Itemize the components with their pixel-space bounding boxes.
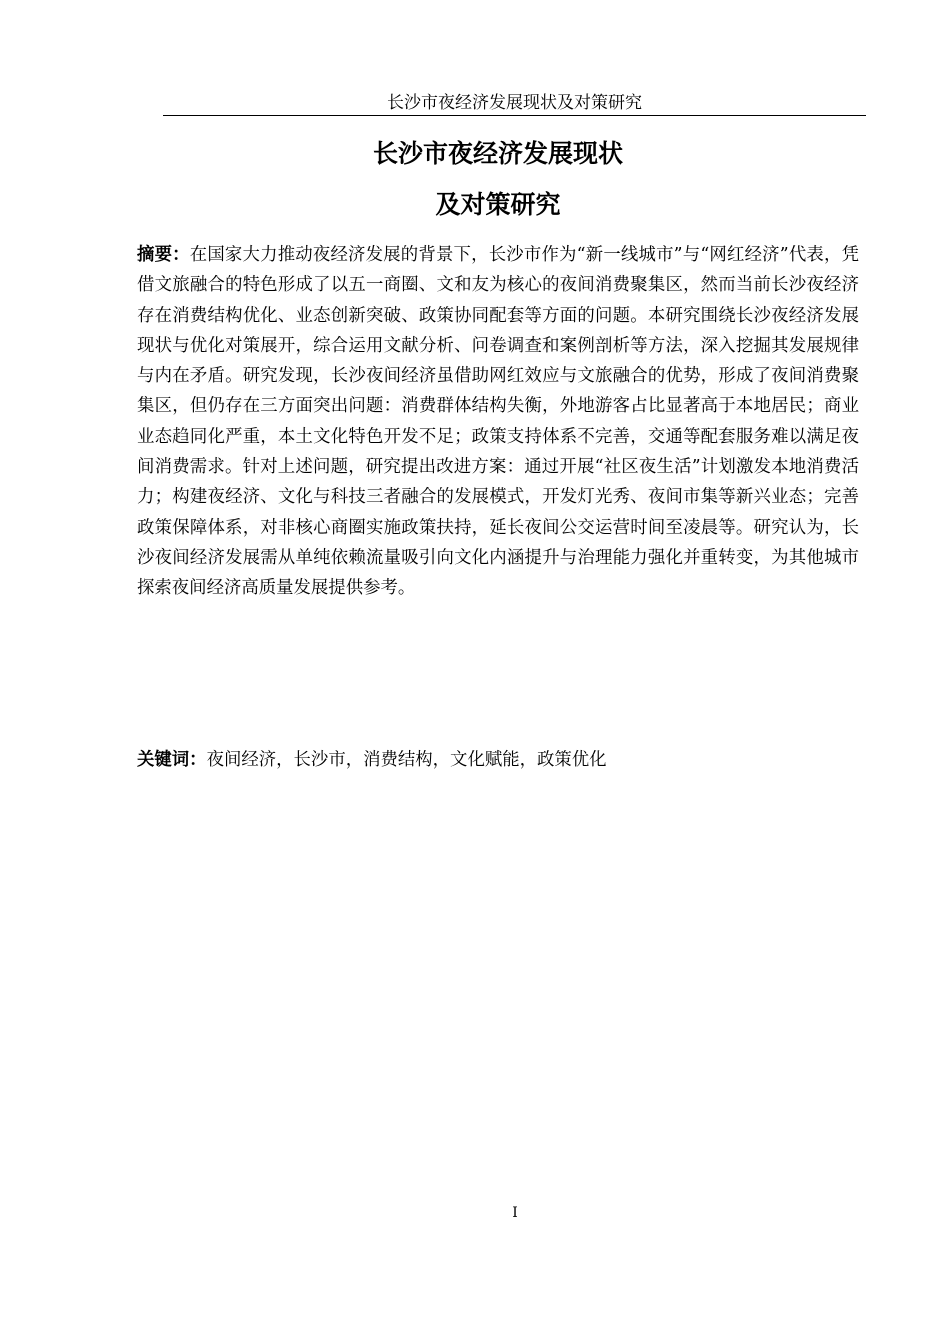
keywords-line xyxy=(137,745,859,775)
abstract-paragraph xyxy=(137,240,859,604)
keywords-text: 夜间经济，长沙市，消费结构，文化赋能，政策优化 xyxy=(206,750,607,770)
header-divider xyxy=(163,115,866,116)
keywords-label: 关键词： xyxy=(137,750,207,770)
abstract-text: 在国家大力推动夜经济发展的背景下，长沙市作为“新一线城市”与“网红经济”代表，凭借文旅融合的特色形成了以五一商圈、文和友为核心的夜间消费聚集区，然而当前长沙夜经济存在消费结构优化、业态创新突破、政策协同配套等方面的问题。本研究围绕长沙夜经济发展现状与优化对策展开，综合运用文献分析、问卷调查和案例剖析等方法，深入挖掘其发展规律与内在矛盾。研究发现，长沙夜间经济虽借助网红效应与文旅融合的优势，形成了夜间消费聚集区，但仍存在三方面突出问题：消费群体结构失衡，外地游客占比显著高于本地居民；商业业态趋同化严重，本土文化特色开发不足；政策支持体系不完善，交通等配套服务难以满足夜间消费需求。针对上述问题，研究提出改进方案：通过开展“社区夜生活”计划激发本地消费活力；构建夜经济、文化与科技三者融合的发展模式，开发灯光秀、夜间市集等新兴业态；完善政策保障体系，对非核心商圈实施政策扶持，延长夜间公交运营时间至凌晨等。研究认为，长沙夜间经济发展需从单纯依赖流量吸引向文化内涵提升与治理能力强化并重转变，为其他城市探索夜间经济高质量发展提供参考。 xyxy=(137,245,859,599)
document-title-line-1: 长沙市夜经济发展现状 xyxy=(372,139,623,168)
page-number: I xyxy=(512,1205,518,1221)
document-title-line-2: 及对策研究 xyxy=(435,190,561,219)
abstract-label: 摘要： xyxy=(137,245,190,265)
running-header: 长沙市夜经济发展现状及对策研究 xyxy=(387,93,642,113)
